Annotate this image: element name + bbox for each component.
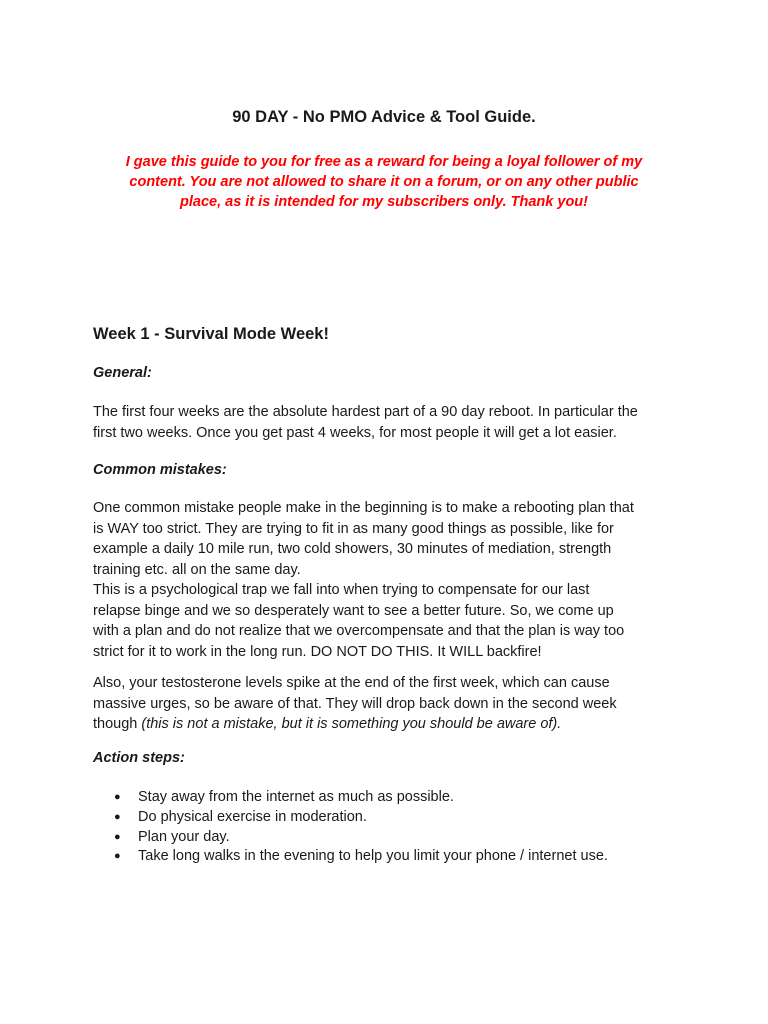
paragraph-line: training etc. all on the same day. bbox=[93, 561, 301, 578]
list-item bbox=[93, 828, 693, 848]
bullet-icon: ● bbox=[114, 830, 121, 843]
list-item-text: Plan your day. bbox=[138, 828, 230, 845]
bullet-icon: ● bbox=[114, 791, 121, 803]
paragraph-line: relapse binge and we so desperately want to see a better future. So, we come up bbox=[93, 602, 614, 619]
notice-line: place, as it is intended for my subscribers only. Thank you! bbox=[180, 194, 588, 210]
notice-line: content. You are not allowed to share it on a forum, or on any other public bbox=[129, 174, 639, 190]
plain-text: though bbox=[93, 716, 142, 732]
general-label: General: bbox=[93, 365, 152, 381]
week-1-heading: Week 1 - Survival Mode Week! bbox=[93, 325, 329, 343]
mistakes-paragraph-1 bbox=[93, 498, 693, 662]
notice-line: I gave this guide to you for free as a reward for being a loyal follower of my bbox=[125, 154, 643, 170]
list-item-text: Stay away from the internet as much as possible. bbox=[138, 789, 454, 805]
paragraph-line: is WAY too strict. They are trying to fit in as many good things as possible, like for bbox=[93, 520, 614, 537]
list-item-text: Take long walks in the evening to help you limit your phone / internet use. bbox=[138, 848, 608, 865]
list-item bbox=[93, 847, 693, 867]
italic-note: (this is not a mistake, but it is something you should be aware of). bbox=[141, 716, 562, 732]
list-item bbox=[93, 808, 693, 828]
action-steps-list bbox=[93, 788, 693, 867]
bullet-icon: ● bbox=[114, 850, 121, 863]
paragraph-line: strict for it to work in the long run. DO NOT DO THIS. It WILL backfire! bbox=[93, 643, 542, 660]
paragraph-line: Also, your testosterone levels spike at the end of the first week, which can cause bbox=[93, 675, 610, 691]
paragraph-line: This is a psychological trap we fall into when trying to compensate for our last bbox=[93, 582, 590, 598]
document-title: 90 DAY - No PMO Advice & Tool Guide. bbox=[232, 108, 536, 126]
paragraph-line: first two weeks. Once you get past 4 weeks, for most people it will get a lot easier. bbox=[93, 424, 617, 441]
bullet-icon: ● bbox=[114, 810, 121, 823]
common-mistakes-label: Common mistakes: bbox=[93, 462, 227, 478]
paragraph-line: massive urges, so be aware of that. They will drop back down in the second week bbox=[93, 695, 617, 712]
paragraph-line: with a plan and do not realize that we overcompensate and that the plan is way too bbox=[93, 623, 625, 639]
general-paragraph bbox=[93, 402, 693, 443]
paragraph-line: One common mistake people make in the beginning is to make a rebooting plan that bbox=[93, 500, 634, 516]
red-notice bbox=[96, 152, 672, 212]
list-item bbox=[93, 788, 693, 808]
mistakes-paragraph-2 bbox=[93, 673, 693, 735]
action-steps-label: Action steps: bbox=[93, 750, 185, 766]
paragraph-line: example a daily 10 mile run, two cold showers, 30 minutes of mediation, strength bbox=[93, 541, 612, 557]
paragraph-line: The first four weeks are the absolute hardest part of a 90 day reboot. In particular the bbox=[93, 404, 638, 420]
list-item-text: Do physical exercise in moderation. bbox=[138, 808, 367, 825]
paragraph-line-mixed bbox=[93, 714, 693, 735]
